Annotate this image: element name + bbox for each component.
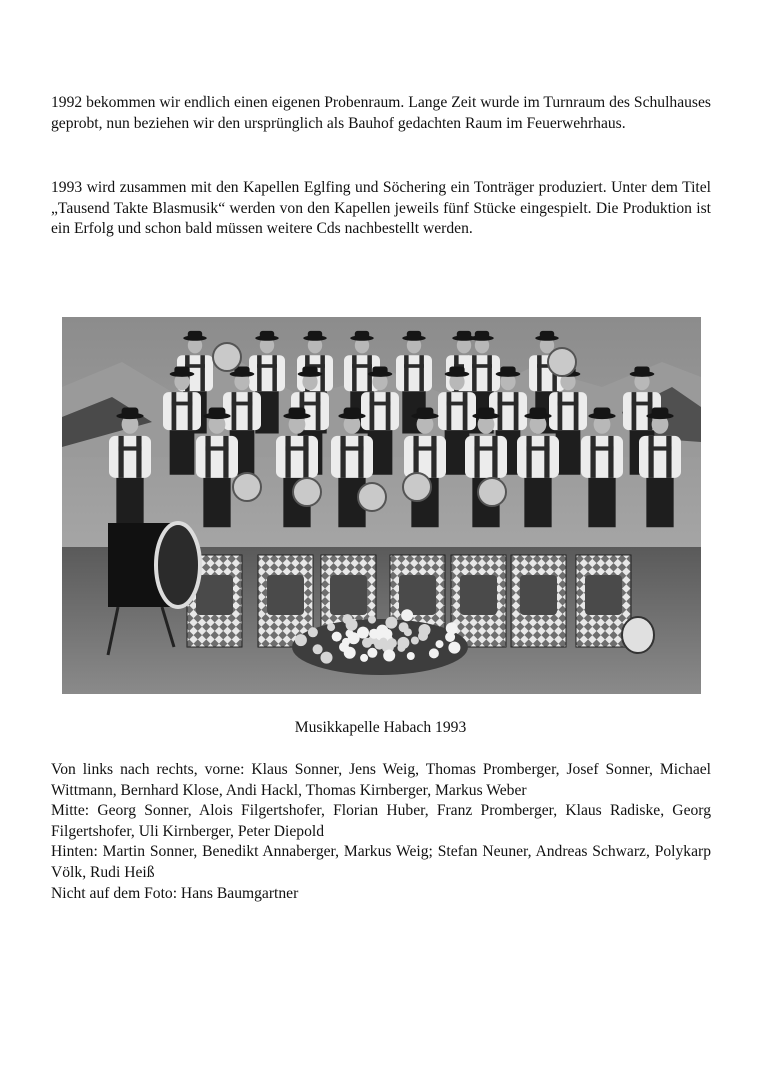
band-group-photo <box>62 317 701 694</box>
credits-middle-row: Mitte: Georg Sonner, Alois Filgertshofer, Florian Huber, Franz Promberger, Klaus Radiske, Georg Filgertshofer, Uli Kirnberger, Peter Diepold <box>51 802 711 840</box>
paragraph-1993: 1993 wird zusammen mit den Kapellen Eglfing und Söchering ein Tonträger produziert. Unter dem Titel „Tausend Takte Blasmusik“ werden von den Kapellen jeweils fünf Stücke eingespielt. Die Produktion ist ein Erfolg und schon bald müssen weitere Cds nachbestellt werden. <box>51 179 711 238</box>
photo-caption: Musikkapelle Habach 1993 <box>294 719 467 736</box>
credits-front-row: Von links nach rechts, vorne: Klaus Sonner, Jens Weig, Thomas Promberger, Josef Sonner, Michael Wittmann, Bernhard Klose, Andi Hackl, Thomas Kirnberger, Markus Weber <box>51 761 711 799</box>
photo-credits <box>51 760 711 904</box>
credits-back-row: Hinten: Martin Sonner, Benedikt Annaberger, Markus Weig; Stefan Neuner, Andreas Schwarz, Polykarp Völk, Rudi Heiß <box>51 843 711 881</box>
paragraph-1992: 1992 bekommen wir endlich einen eigenen Probenraum. Lange Zeit wurde im Turnraum des Schulhauses geprobt, nun beziehen wir den ursprünglich als Bauhof gedachten Raum im Feuerwehrhaus. <box>51 94 711 132</box>
credits-not-in-photo: Nicht auf dem Foto: Hans Baumgartner <box>51 884 299 902</box>
